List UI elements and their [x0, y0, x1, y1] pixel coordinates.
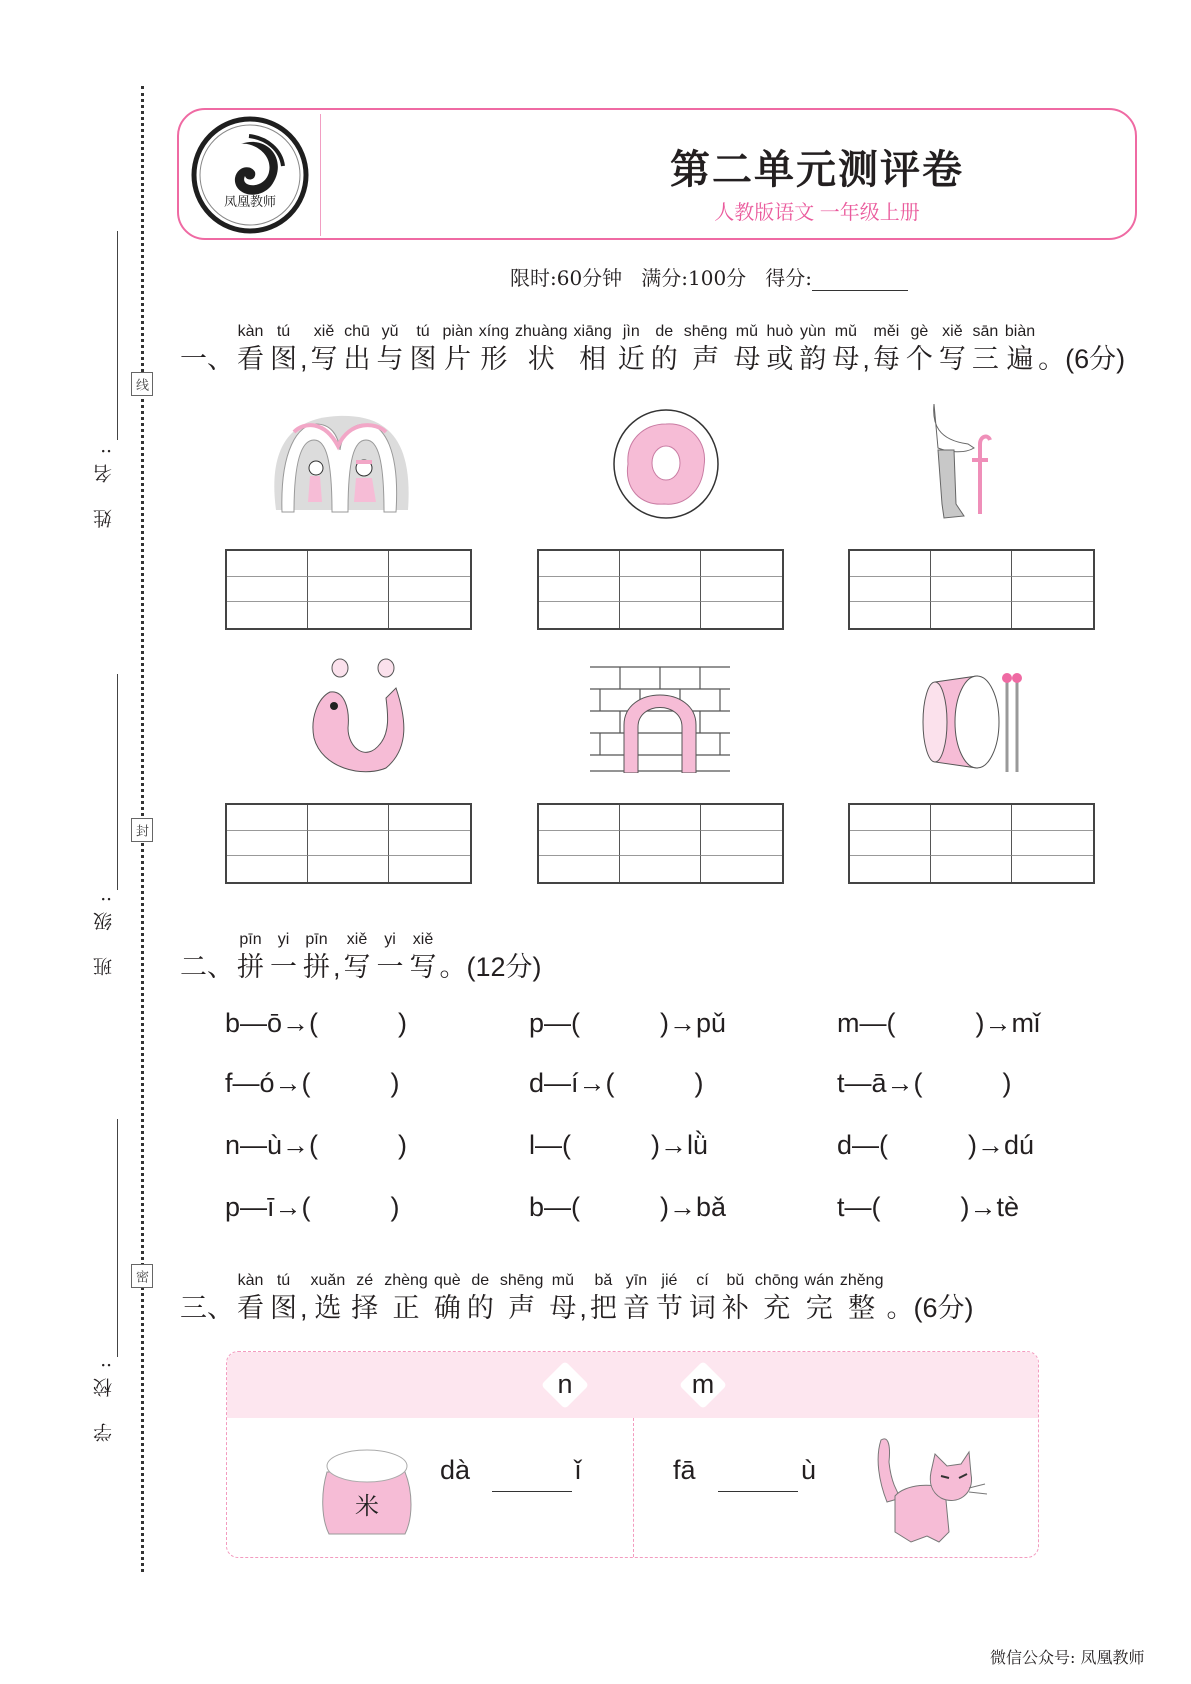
- heading-char: 母: [549, 1293, 577, 1323]
- heading-unit: [374, 322, 407, 376]
- answer-blank[interactable]: [318, 1008, 398, 1039]
- pinyin: zé: [356, 1272, 374, 1289]
- options-band: [227, 1352, 1038, 1418]
- pinyin-exercise-item: [529, 1130, 708, 1161]
- heading-unit: [407, 322, 440, 376]
- pinyin: piàn: [442, 323, 473, 340]
- score-field[interactable]: [812, 270, 908, 291]
- pinyin: huò: [766, 323, 794, 340]
- heading-char: 遍: [1006, 344, 1034, 374]
- item-prefix: p—(: [529, 1008, 581, 1038]
- heading-char: 一: [270, 952, 297, 982]
- pinyin-exercise-item: [837, 1192, 1019, 1223]
- writing-grid[interactable]: [225, 549, 472, 630]
- item-suffix: )→pǔ: [660, 1008, 727, 1038]
- item-prefix: d—í→(: [529, 1068, 615, 1098]
- pinyin-exercise-item: [529, 1192, 726, 1223]
- heading-char: 充: [763, 1293, 791, 1323]
- heading-char: 词: [688, 1293, 716, 1323]
- pinyin: jié: [661, 1272, 678, 1289]
- pinyin: shēng: [499, 1272, 544, 1289]
- heading-unit: [348, 1271, 381, 1325]
- item-suffix: )→lǜ: [651, 1130, 709, 1160]
- heading-unit: [546, 1271, 579, 1325]
- heading-unit: [620, 1271, 653, 1325]
- svg-text:凤凰教师: 凤凰教师: [223, 195, 277, 210]
- heading-char: ,: [333, 952, 341, 982]
- pinyin: yi: [384, 931, 396, 948]
- seal-mark-feng: 封: [131, 818, 153, 842]
- pinyin: gè: [910, 323, 929, 340]
- pinyin: xiě: [313, 323, 335, 340]
- pinyin: biàn: [1004, 323, 1036, 340]
- heading-unit: [829, 322, 862, 376]
- section3-heading: [180, 1271, 973, 1325]
- pinyin-exercise-item: [225, 1130, 407, 1161]
- pinyin: mǔ: [834, 323, 857, 340]
- answer-blank[interactable]: [580, 1008, 660, 1039]
- page-subtitle: 人教版语文 一年级上册: [714, 202, 920, 224]
- pinyin: tú: [416, 323, 430, 340]
- word2-after: ù: [801, 1455, 817, 1485]
- pinyin: mǔ: [735, 323, 758, 340]
- writing-grid[interactable]: [848, 803, 1095, 884]
- pinyin: xíng: [478, 323, 510, 340]
- item-prefix: p—ī→(: [225, 1192, 311, 1222]
- item-suffix: )→tè: [960, 1192, 1020, 1222]
- pinyin: yīn: [625, 1272, 648, 1289]
- heading-char: 韵: [799, 344, 827, 374]
- heading-char: 或: [766, 344, 794, 374]
- pinyin: chū: [344, 323, 370, 340]
- item-prefix: t—(: [837, 1192, 881, 1222]
- item-prefix: d—(: [837, 1130, 889, 1160]
- pinyin: xuǎn: [310, 1272, 346, 1289]
- heading-unit: [719, 1271, 752, 1325]
- answer-blank[interactable]: [881, 1192, 961, 1223]
- answer-blank[interactable]: [580, 1192, 660, 1223]
- name-label: 姓 名:: [93, 438, 115, 529]
- heading-char: 状: [527, 344, 555, 374]
- heading-unit: [476, 322, 512, 376]
- option-m: m: [678, 1360, 728, 1410]
- header-box: [177, 108, 1137, 240]
- heading-char: 拼: [303, 952, 330, 982]
- item-suffix: )→dú: [968, 1130, 1035, 1160]
- pinyin-exercise-item: [529, 1008, 726, 1039]
- heading-unit: [686, 1271, 719, 1325]
- heading-unit: [300, 930, 333, 984]
- pinyin: měi: [873, 323, 900, 340]
- heading-unit: [837, 1271, 887, 1325]
- heading-unit: [431, 1271, 464, 1325]
- heading-unit: [267, 322, 300, 376]
- pinyin-exercise-item: [837, 1068, 1012, 1099]
- heading-char: 二、: [180, 952, 234, 982]
- heading-unit: [587, 1271, 620, 1325]
- heading-unit: [180, 930, 234, 984]
- pinyin: shēng: [683, 323, 728, 340]
- heading-char: 一: [376, 952, 404, 982]
- word1-blank[interactable]: [492, 1490, 572, 1492]
- heading-unit: [234, 930, 267, 984]
- item-prefix: l—(: [529, 1130, 571, 1160]
- heading-char: 补: [721, 1293, 749, 1323]
- footer-wechat: 微信公众号: 凤凰教师: [990, 1648, 1145, 1667]
- heading-unit: [571, 322, 615, 376]
- heading-unit: [440, 930, 542, 984]
- heading-unit: [407, 930, 440, 984]
- heading-unit: [648, 322, 681, 376]
- pinyin: pīn: [239, 931, 262, 948]
- answer-blank[interactable]: [615, 1068, 695, 1099]
- pinyin: xiě: [942, 323, 963, 340]
- heading-unit: [870, 322, 903, 376]
- heading-char: 三: [971, 344, 999, 374]
- pinyin: kàn: [237, 323, 264, 340]
- exam-meta: [510, 262, 908, 291]
- heading-char: 写: [310, 344, 338, 374]
- seal-mark-mi: 密: [131, 1264, 153, 1288]
- pinyin: de: [655, 323, 674, 340]
- heading-unit: [512, 322, 571, 376]
- school-underline: [117, 1119, 118, 1357]
- pinyin: xiāng: [573, 323, 612, 340]
- pinyin: cí: [696, 1272, 709, 1289]
- pinyin: yi: [277, 931, 290, 948]
- heading-unit: [341, 930, 374, 984]
- item-suffix: ): [390, 1068, 400, 1098]
- heading-char: 个: [905, 344, 933, 374]
- heading-char: ,: [579, 1293, 587, 1323]
- heading-char: 图: [409, 344, 437, 374]
- heading-unit: [374, 930, 407, 984]
- pinyin: yùn: [799, 323, 826, 340]
- arch-n-icon: [590, 665, 730, 773]
- pinyin-exercise-item: [837, 1130, 1034, 1161]
- score-label: 得分:: [765, 266, 813, 290]
- heading-unit: [862, 322, 870, 376]
- heading-char: 图: [270, 1293, 297, 1323]
- page-title: 第二单元测评卷: [670, 148, 964, 192]
- item-prefix: b—ō→(: [225, 1008, 319, 1038]
- heading-char: 近: [617, 344, 645, 374]
- heading-char: ,: [862, 344, 870, 374]
- heading-char: 一、: [180, 344, 234, 374]
- pinyin-exercise-item: [529, 1068, 704, 1099]
- item-suffix: ): [398, 1130, 408, 1160]
- answer-blank[interactable]: [895, 1008, 975, 1039]
- writing-grid[interactable]: [537, 803, 784, 884]
- answer-blank[interactable]: [888, 1130, 968, 1161]
- heading-unit: [1038, 322, 1125, 376]
- svg-text:米: 米: [355, 1493, 379, 1520]
- pinyin: zhèng: [384, 1272, 428, 1289]
- heading-char: 的: [650, 344, 678, 374]
- heading-char: 图: [270, 344, 297, 374]
- pinyin: tú: [276, 323, 291, 340]
- heading-char: 看: [237, 344, 264, 374]
- item-suffix: ): [694, 1068, 704, 1098]
- heading-char: 完: [805, 1293, 833, 1323]
- answer-blank[interactable]: [311, 1192, 391, 1223]
- rice-bag-icon: [317, 1442, 417, 1538]
- heading-unit: [763, 322, 796, 376]
- answer-blank[interactable]: [571, 1130, 651, 1161]
- exercise3-box: [226, 1351, 1039, 1558]
- heading-unit: [730, 322, 763, 376]
- phoenix-logo-icon: [189, 114, 311, 236]
- heading-unit: [308, 1271, 349, 1325]
- section2-heading: [180, 930, 542, 984]
- m-tunnel-icon: [268, 410, 413, 525]
- heading-unit: [936, 322, 969, 376]
- pinyin: tú: [276, 1272, 291, 1289]
- word1-after: ǐ: [575, 1455, 581, 1485]
- section1-heading: [180, 322, 1125, 376]
- heading-unit: [681, 322, 731, 376]
- item-suffix: ): [390, 1192, 400, 1222]
- heading-char: 与: [376, 344, 404, 374]
- heading-char: ,: [300, 1293, 308, 1323]
- item-suffix: )→bǎ: [660, 1192, 727, 1222]
- heading-char: 声: [692, 344, 720, 374]
- full-score: 满分:100分: [641, 266, 747, 290]
- word2-blank[interactable]: [718, 1490, 798, 1492]
- heading-char: 写: [343, 952, 371, 982]
- heading-char: 出: [343, 344, 371, 374]
- heading-unit: [497, 1271, 547, 1325]
- class-underline: [117, 674, 118, 890]
- option-n: n: [540, 1360, 590, 1410]
- heading-unit: [969, 322, 1002, 376]
- answer-blank[interactable]: [318, 1130, 398, 1161]
- answer-blank[interactable]: [923, 1068, 1003, 1099]
- heading-char: 母: [832, 344, 860, 374]
- heading-char: 确: [433, 1293, 461, 1323]
- pinyin: què: [433, 1272, 461, 1289]
- heading-unit: [300, 322, 308, 376]
- heading-char: 。(6分): [1038, 344, 1126, 374]
- pinyin: xiě: [346, 931, 368, 948]
- heading-char: 写: [409, 952, 437, 982]
- heading-unit: [802, 1271, 837, 1325]
- school-label: 学 校:: [93, 1352, 115, 1443]
- pinyin: chōng: [754, 1272, 799, 1289]
- heading-char: 整: [848, 1293, 876, 1323]
- word2-before: fā: [673, 1455, 696, 1485]
- heading-unit: [464, 1271, 497, 1325]
- pinyin-exercise-item: [837, 1008, 1040, 1039]
- heading-unit: [579, 1271, 587, 1325]
- pinyin: wán: [804, 1272, 834, 1289]
- heading-char: 看: [237, 1293, 264, 1323]
- pinyin: zhuàng: [515, 323, 568, 340]
- pinyin: zhěng: [839, 1272, 884, 1289]
- pinyin: kàn: [237, 1272, 264, 1289]
- heading-char: 。(12分): [439, 952, 542, 982]
- heading-char: 母: [733, 344, 761, 374]
- answer-blank[interactable]: [311, 1068, 391, 1099]
- heading-unit: [300, 1271, 308, 1325]
- heading-unit: [234, 1271, 267, 1325]
- heading-unit: [796, 322, 829, 376]
- heading-unit: [752, 1271, 802, 1325]
- class-label: 班 级:: [93, 886, 115, 977]
- heading-char: 拼: [237, 952, 264, 982]
- pinyin: de: [471, 1272, 490, 1289]
- heading-unit: [180, 1271, 234, 1325]
- time-limit: 限时:60分钟: [510, 266, 623, 290]
- pinyin-exercise-item: [225, 1008, 407, 1039]
- heading-unit: [267, 1271, 300, 1325]
- heading-char: 形: [480, 344, 508, 374]
- pinyin: sān: [972, 323, 999, 340]
- heading-unit: [903, 322, 936, 376]
- pinyin: yǔ: [381, 323, 399, 340]
- item-prefix: n—ù→(: [225, 1130, 319, 1160]
- heading-unit: [615, 322, 648, 376]
- writing-grid[interactable]: [537, 549, 784, 630]
- heading-char: ,: [300, 344, 308, 374]
- heading-char: 写: [938, 344, 966, 374]
- writing-grid[interactable]: [225, 803, 472, 884]
- donut-icon: [612, 408, 720, 520]
- heading-char: 声: [508, 1293, 536, 1323]
- heading-unit: [341, 322, 374, 376]
- heading-unit: [886, 1271, 973, 1325]
- word1-before: dà: [440, 1455, 471, 1485]
- drum-sticks-icon: [915, 666, 1027, 774]
- pinyin: bǔ: [726, 1272, 745, 1289]
- heading-char: 。(6分): [886, 1293, 974, 1323]
- pinyin: jìn: [622, 323, 640, 340]
- item-suffix: ): [398, 1008, 408, 1038]
- heading-char: 择: [351, 1293, 379, 1323]
- heading-unit: [653, 1271, 686, 1325]
- heading-unit: [381, 1271, 431, 1325]
- item-prefix: m—(: [837, 1008, 896, 1038]
- name-underline: [117, 231, 118, 440]
- heading-char: 片: [444, 344, 472, 374]
- item-suffix: )→mǐ: [975, 1008, 1040, 1038]
- heading-char: 选: [314, 1293, 342, 1323]
- header-divider: [320, 114, 321, 236]
- pinyin: pīn: [305, 931, 328, 948]
- pinyin-exercise-item: [225, 1068, 400, 1099]
- angry-cat-icon: [865, 1432, 989, 1546]
- heading-unit: [1002, 322, 1038, 376]
- heading-unit: [180, 322, 234, 376]
- cane-f-icon: [928, 404, 998, 526]
- heading-unit: [234, 322, 267, 376]
- heading-char: 三、: [180, 1293, 234, 1323]
- heading-char: 相: [579, 344, 607, 374]
- fish-u-icon: [300, 658, 415, 776]
- item-suffix: ): [1002, 1068, 1012, 1098]
- item-prefix: f—ó→(: [225, 1068, 311, 1098]
- heading-char: 把: [589, 1293, 617, 1323]
- pinyin: xiě: [412, 931, 434, 948]
- item-prefix: t—ā→(: [837, 1068, 923, 1098]
- heading-unit: [333, 930, 341, 984]
- heading-unit: [267, 930, 300, 984]
- item-prefix: b—(: [529, 1192, 581, 1222]
- heading-char: 节: [655, 1293, 683, 1323]
- pinyin: bǎ: [594, 1272, 613, 1289]
- heading-char: 正: [392, 1293, 420, 1323]
- box-divider: [633, 1418, 634, 1557]
- heading-char: 音: [622, 1293, 650, 1323]
- heading-char: 每: [872, 344, 900, 374]
- writing-grid[interactable]: [848, 549, 1095, 630]
- heading-char: 的: [466, 1293, 494, 1323]
- pinyin-exercise-item: [225, 1192, 400, 1223]
- pinyin: mǔ: [551, 1272, 575, 1289]
- seal-mark-xian: 线: [131, 372, 153, 396]
- heading-unit: [308, 322, 341, 376]
- heading-unit: [440, 322, 476, 376]
